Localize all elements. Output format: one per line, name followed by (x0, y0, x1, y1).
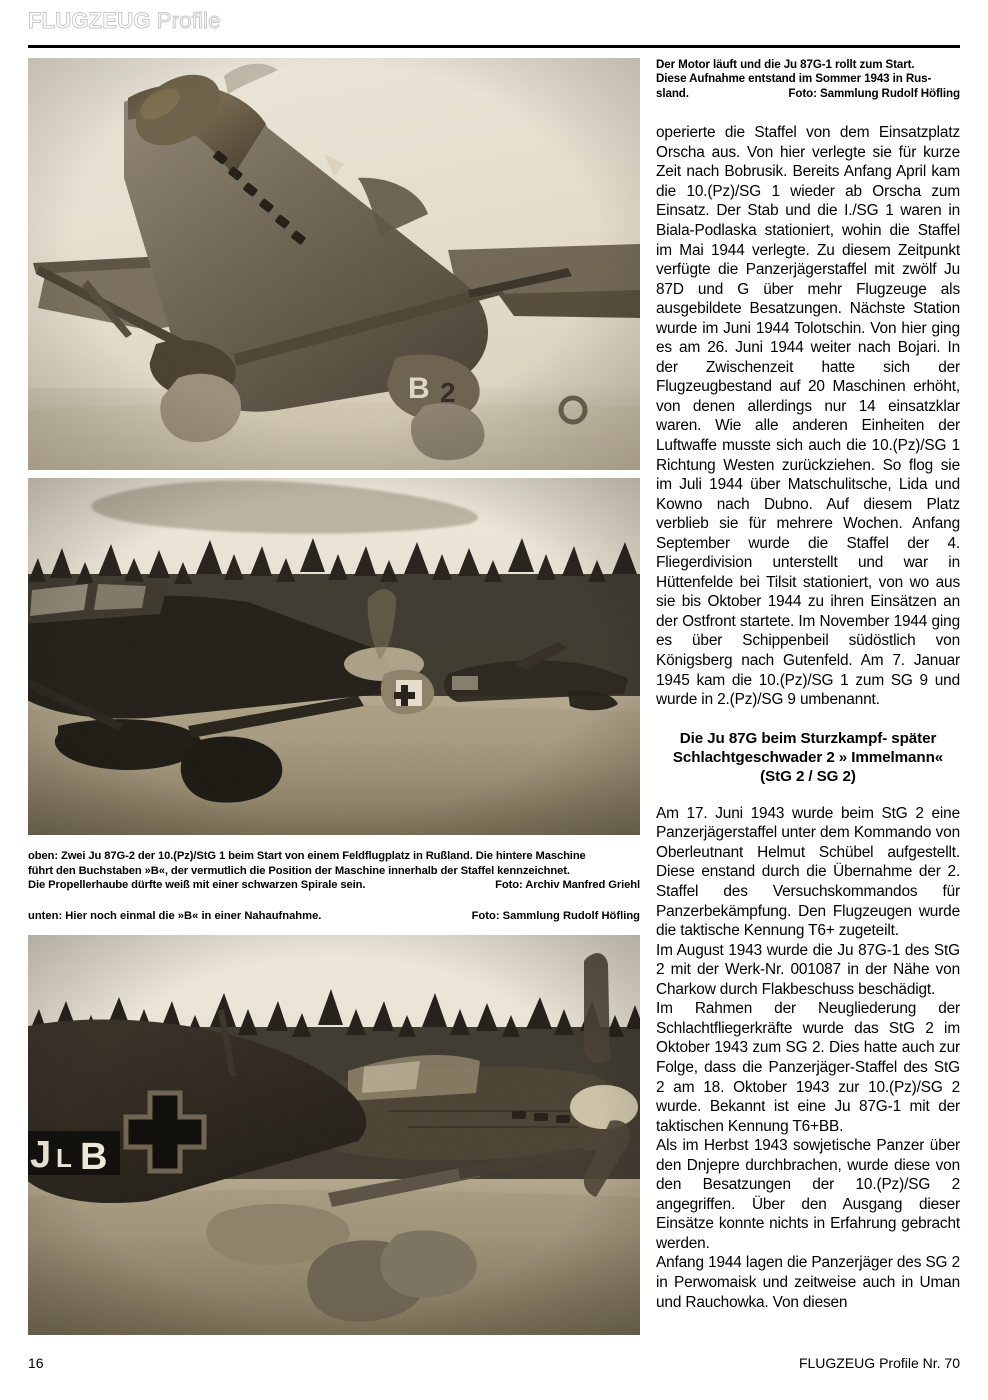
body-paragraph-6: Anfang 1944 lagen die Panzerjäger des SG 2 in Perwomaisk und zeitweise auch in Uman und Rauchowka. Von diesen (656, 1254, 960, 1311)
header-rule (28, 45, 960, 48)
photo-two-ju87g-2-takeoff-field-airfield (28, 478, 640, 835)
caption-oben-line3: Die Propellerhaube dürfte weiß mit einer schwarzen Spirale sein. (28, 879, 366, 892)
caption-oben (28, 849, 640, 893)
body-paragraph-2: Am 17. Juni 1943 wurde beim StG 2 eine Panzerjägerstaffel unter dem Kommando von Oberleutnant Helmut Schübel aufgestellt. Diese enstand durch die Übernahme der 2. Staffel des Versuchskommandos für Panzerbekämpfung. Den Flugzeugen wurde die taktische Kennung T6+ zugeteilt. (656, 804, 960, 940)
photo-caption-credit: Foto: Sammlung Rudolf Höfling (788, 86, 960, 100)
right-column (656, 58, 960, 1312)
masthead-thin: Profile (150, 8, 221, 33)
caption-unten-credit: Foto: Sammlung Rudolf Höfling (471, 909, 640, 922)
caption-oben-line1: oben: Zwei Ju 87G-2 der 10.(Pz)/StG 1 beim Start von einem Feldflugplatz in Rußland. Die hintere Maschine (28, 850, 586, 862)
photo-caption-line3-left: sland. (656, 86, 689, 100)
body-paragraph-5: Als im Herbst 1943 sowjetische Panzer über den Dnjepre durchbrachen, wurde diese von den Besatzungen der 10.(Pz)/SG 2 angegriffen. Über den Ausgang dieser Einsätze konnte nichts in Erfahrung gebracht werden. (656, 1137, 960, 1252)
left-column (28, 58, 640, 1335)
section-heading-line2: Schlachtgeschwader 2 » Immelmann« (672, 749, 944, 767)
section-heading-line3: (StG 2 / SG 2) (760, 768, 856, 786)
caption-unten (28, 909, 640, 924)
page-number: 16 (28, 1355, 44, 1371)
caption-oben-credit: Foto: Archiv Manfred Griehl (495, 879, 640, 892)
photo-ju87g-1-engine-running-takeoff (28, 58, 640, 470)
masthead-bold: FLUGZEUG (28, 8, 151, 33)
photo-caption-top (656, 58, 960, 101)
body-paragraph-3: Im August 1943 wurde die Ju 87G-1 des StG 2 mit der Werk-Nr. 001087 in der Nähe von Charkow durch Flakbeschuss beschädigt. (656, 941, 960, 998)
photo-ju87g-closeup-letter-b (28, 935, 640, 1335)
caption-oben-line2: führt den Buchstaben »B«, der vermutlich die Position der Maschine innerhalb der Staffel kennzeichnet. (28, 864, 570, 877)
photo-caption-line1: Der Motor läuft und die Ju 87G-1 rollt zum Start. (656, 58, 915, 71)
publication-footer: FLUGZEUG Profile Nr. 70 (798, 1355, 960, 1371)
photo-caption-line2: Diese Aufnahme entstand im Sommer 1943 in Rus- (656, 72, 932, 86)
caption-unten-text: unten: Hier noch einmal die »B« in einer Nahaufnahme. (28, 909, 322, 922)
masthead (28, 8, 221, 34)
body-paragraph-1: operierte die Staffel von dem Einsatzplatz Orscha aus. Von hier verlegte sie für kurze Zeit nach Bobrusik. Bereits Anfang April kam die 10.(Pz)/SG 1 wieder ab Orscha zum Einsatz. Der Stab und die I./SG 1 waren in Biala-Podlaska stationiert, wohin die Staffel im Mai 1944 verlegte. Zu diesem Zeitpunkt verfügte die Panzerjägerstaffel mit zwölf Ju 87D und G über mehr Flugzeuge als ausgebildete Besatzungen. Nächste Station wurde im Juni 1944 Tolotschin. Von hier ging es am 26. Juni 1944 weiter nach Bojari. In der Zwischenzeit hatte sich der Flugzeugbestand auf 20 Maschinen erhöht, von denen allerdings nur 14 einsatzklar waren. Wie alle anderen Einheiten der Luftwaffe musste sich auch die 10.(Pz)/SG 1 Richtung Westen zurückziehen. So flog sie im Juli 1944 über Matschulitsche, Lida und Kowno nach Dubno. Auf diesem Platz verblieb sie für mehrere Wochen. Anfang September wurde die Staffel der 4. Fliegerdivision unterstellt und war in Hüttenfelde bei Tilsit stationiert, von wo aus sie bis Oktober 1944 zu ihren Einsätzen an der Ostfront startete. Im November 1944 ging es über Schippenbeil südöstlich von Königsberg nach Gutenfeld. Am 7. Januar 1945 kam die 10.(Pz)/SG 1 zum SG 9 und wurde in 2.(Pz)/SG 9 umbenannt. (656, 124, 960, 709)
section-heading-line1: Die Ju 87G beim Sturzkampf- später (679, 729, 937, 747)
body-paragraph-4: Im Rahmen der Neugliederung der Schlachtfliegerkräfte wurde das StG 2 im Oktober 1943 zum SG 2. Dies hatte auch zur Folge, dass die Panzerjäger-Staffel des StG 2 am 18. Oktober 1943 zur 10.(Pz)/SG 2 wurde. Bekannt ist eine Ju 87G-1 mit der taktischen Kennung T6+BB. (656, 1000, 960, 1135)
section-heading (656, 729, 960, 787)
